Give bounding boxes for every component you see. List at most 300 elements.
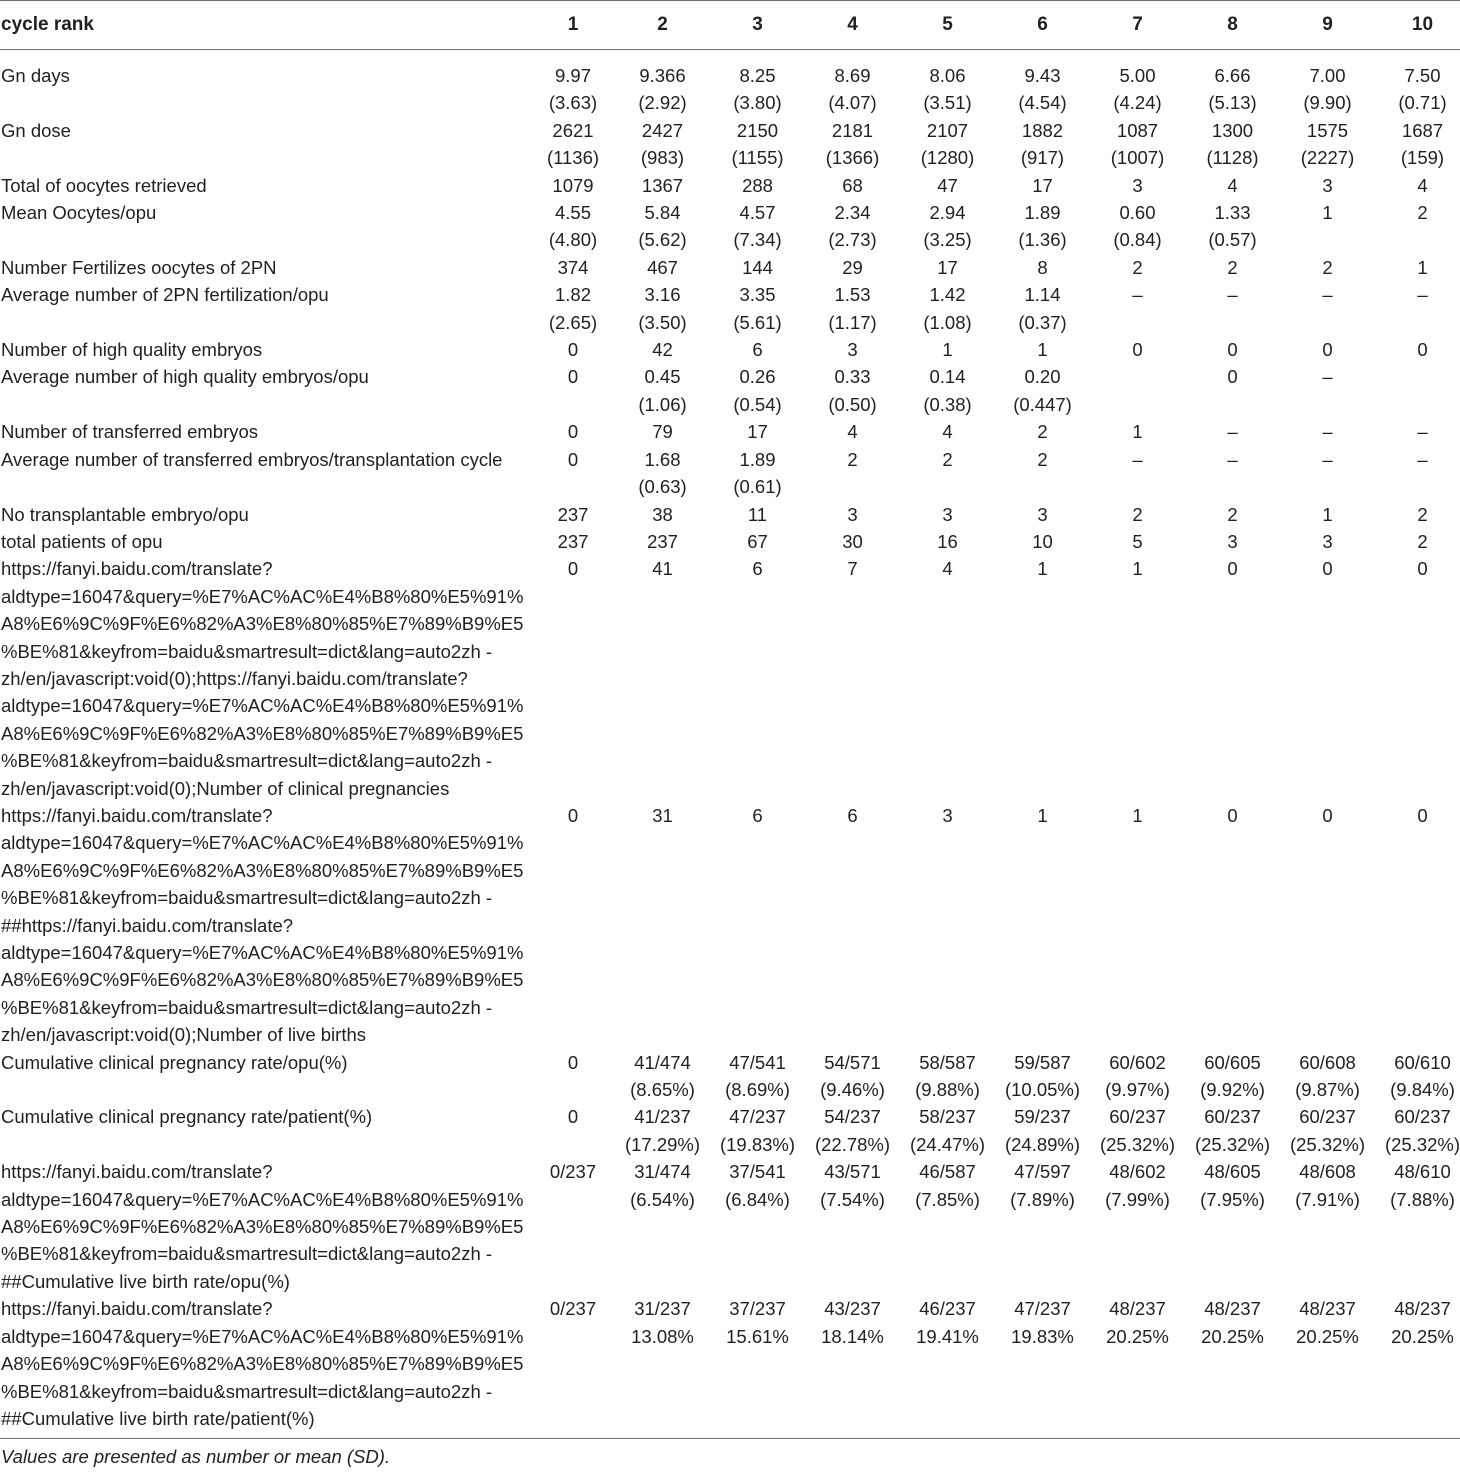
- cell-value: 0.26: [739, 366, 776, 388]
- cell-value: 9.43: [1024, 65, 1061, 86]
- value-cell: [1090, 501, 1185, 528]
- value-cell: [900, 555, 995, 802]
- value-cell: [710, 501, 805, 528]
- row-label: total patients of opu: [1, 530, 163, 552]
- cell-value: 60/237: [1394, 1106, 1451, 1128]
- cell-secondary-value: (9.97%): [1105, 1079, 1170, 1101]
- cell-secondary-value: (7.91%): [1295, 1188, 1360, 1210]
- value-cell: [1090, 50, 1185, 117]
- cell-value: 1: [1322, 202, 1333, 224]
- row-label: Gn days: [1, 65, 70, 86]
- cell-value: 0: [1322, 558, 1333, 580]
- cell-value: 48/237: [1394, 1298, 1451, 1320]
- cell-value: 60/610: [1394, 1051, 1451, 1073]
- cell-value: 467: [647, 256, 678, 278]
- value-cell: [1280, 117, 1375, 172]
- cell-value: 3: [1132, 174, 1143, 196]
- cell-value: 2: [1037, 448, 1048, 470]
- cell-value: 60/237: [1204, 1106, 1261, 1128]
- cell-value: 2: [1132, 256, 1143, 278]
- cell-value: 3: [1322, 174, 1333, 196]
- value-cell: [1090, 802, 1185, 1049]
- cell-value: 0: [1227, 366, 1238, 388]
- cell-secondary-value: 13.08%: [631, 1325, 694, 1347]
- value-cell: [900, 336, 995, 363]
- value-cell: [1090, 1295, 1185, 1439]
- value-cell: [531, 1103, 615, 1158]
- value-cell: [900, 501, 995, 528]
- cell-value: 1087: [1116, 119, 1159, 141]
- value-cell: [1280, 501, 1375, 528]
- value-cell: [995, 555, 1090, 802]
- cell-value: –: [1227, 448, 1238, 470]
- cell-value: 1.89: [739, 448, 776, 470]
- cell-secondary-value: (25.32%): [1194, 1133, 1271, 1155]
- cell-value: 3: [1322, 530, 1333, 552]
- cell-secondary-value: (9.87%): [1295, 1079, 1360, 1101]
- table-row: [0, 50, 1460, 117]
- cell-secondary-value: (1280): [920, 147, 975, 169]
- cell-value: 31/237: [634, 1298, 691, 1320]
- cell-value: 1.68: [644, 448, 681, 470]
- cell-value: 43/571: [824, 1161, 881, 1183]
- cell-secondary-value: (25.32%): [1384, 1133, 1460, 1155]
- cell-secondary-value: (917): [1020, 147, 1065, 169]
- cell-secondary-value: (2.65): [548, 311, 598, 333]
- cell-value: 1.53: [834, 284, 871, 306]
- value-cell: [900, 281, 995, 336]
- cell-secondary-value: (7.34): [733, 229, 782, 251]
- value-cell: [710, 281, 805, 336]
- cell-secondary-value: (3.80): [733, 92, 782, 114]
- cell-value: 6: [752, 558, 763, 580]
- value-cell: [531, 363, 615, 418]
- cell-secondary-value: (7.99%): [1105, 1188, 1170, 1210]
- row-label: https://fanyi.baidu.com/translate?aldtype=16047&query=%E7%AC%AC%E4%B8%80%E5%91%A8%E6%9C%9F%E6%82%A3%E8%80%85%E7%89%B9%E5%BE%81&keyfrom=baidu&smartresult=dict&lang=auto2zh - zh/en/javascript:void(0);https://fanyi.baidu.com/translate?aldtype=16047&query=%E7%AC%AC%E4%B8%80%E5%91%A8%E6%9C%9F%E6%82%A3%E8%80%85%E7%89%B9%E5%BE%81&keyfrom=baidu&smartresult=dict&lang=auto2zh - zh/en/javascript:void(0);Number of clinical pregnancies: [1, 558, 524, 799]
- table-row: [0, 199, 1460, 254]
- cell-secondary-value: (7.95%): [1200, 1188, 1265, 1210]
- cell-value: 59/237: [1014, 1106, 1071, 1128]
- value-cell: [1185, 1295, 1280, 1439]
- cell-value: 1: [1322, 503, 1333, 525]
- row-label: Number of high quality embryos: [1, 339, 263, 361]
- cell-secondary-value: (0.61): [733, 476, 782, 498]
- cell-value: 0: [567, 1051, 579, 1073]
- cell-value: 1367: [641, 174, 684, 196]
- header-cycle-10: 10: [1375, 1, 1460, 50]
- header-label-cell: cycle rank: [0, 1, 531, 50]
- value-cell: [805, 336, 900, 363]
- value-cell: [1375, 1158, 1460, 1295]
- cell-value: 0: [567, 421, 579, 443]
- value-cell: [710, 363, 805, 418]
- cell-value: 1: [1417, 256, 1428, 278]
- cell-value: 4: [1417, 174, 1428, 196]
- table-row: [0, 363, 1460, 418]
- value-cell: [805, 501, 900, 528]
- value-cell: [900, 117, 995, 172]
- value-cell: [615, 501, 710, 528]
- cell-value: 2.34: [834, 202, 871, 224]
- cell-value: 59/587: [1014, 1051, 1071, 1073]
- value-cell: [1375, 336, 1460, 363]
- value-cell: [710, 254, 805, 281]
- value-cell: [1090, 446, 1185, 501]
- cell-secondary-value: (7.88%): [1390, 1188, 1455, 1210]
- value-cell: [1090, 528, 1185, 555]
- table-row: [0, 1049, 1460, 1104]
- value-cell: [805, 555, 900, 802]
- cell-value: –: [1322, 366, 1333, 388]
- value-cell: [805, 1158, 900, 1295]
- cell-secondary-value: (22.78%): [814, 1133, 891, 1155]
- cell-value: 5: [1132, 530, 1143, 552]
- value-cell: [995, 172, 1090, 199]
- cell-value: 2: [1417, 202, 1428, 224]
- cell-value: 3.16: [644, 284, 681, 306]
- value-cell: [710, 50, 805, 117]
- cell-secondary-value: (19.83%): [719, 1133, 796, 1155]
- value-cell: [710, 199, 805, 254]
- cell-value: 8.69: [834, 65, 871, 86]
- cell-value: 144: [742, 256, 773, 278]
- cell-secondary-value: (24.47%): [909, 1133, 986, 1155]
- cell-secondary-value: (17.29%): [624, 1133, 701, 1155]
- cell-secondary-value: (9.46%): [820, 1079, 885, 1101]
- cell-value: 60/602: [1109, 1051, 1166, 1073]
- cell-value: 41/474: [634, 1051, 691, 1073]
- value-cell: [615, 802, 710, 1049]
- value-cell: [900, 802, 995, 1049]
- header-cycle-7: 7: [1090, 1, 1185, 50]
- value-cell: [1280, 528, 1375, 555]
- cell-value: 42: [652, 339, 673, 361]
- cell-secondary-value: (7.85%): [915, 1188, 980, 1210]
- cell-value: 1: [1132, 804, 1143, 826]
- cell-secondary-value: (1007): [1110, 147, 1165, 169]
- value-cell: [710, 336, 805, 363]
- cell-value: 1: [1037, 804, 1048, 826]
- value-cell: [995, 418, 1090, 445]
- value-cell: [1185, 555, 1280, 802]
- value-cell: [995, 281, 1090, 336]
- value-cell: [805, 418, 900, 445]
- value-cell: [1280, 1049, 1375, 1104]
- cell-value: 1: [942, 339, 953, 361]
- value-cell: [900, 418, 995, 445]
- cell-secondary-value: (2227): [1300, 147, 1355, 169]
- header-cycle-2: 2: [615, 1, 710, 50]
- cell-value: 2: [1132, 503, 1143, 525]
- cell-value: 31: [652, 804, 673, 826]
- value-cell: [615, 336, 710, 363]
- cell-secondary-value: (1128): [1206, 147, 1259, 169]
- table-row: [0, 1103, 1460, 1158]
- value-cell: [900, 172, 995, 199]
- cell-value: 2: [942, 448, 953, 470]
- cell-secondary-value: (0.38): [923, 393, 972, 415]
- value-cell: [710, 528, 805, 555]
- cell-secondary-value: (4.54): [1018, 92, 1067, 114]
- row-label: Average number of high quality embryos/opu: [1, 366, 369, 388]
- value-cell: [900, 528, 995, 555]
- cell-value: 47: [937, 174, 958, 196]
- cell-value: 0: [567, 1106, 579, 1128]
- value-cell: [531, 281, 615, 336]
- value-cell: [710, 802, 805, 1049]
- cell-value: 0: [1227, 339, 1238, 361]
- value-cell: [1375, 1049, 1460, 1104]
- table-row: [0, 117, 1460, 172]
- table-row: [0, 1295, 1460, 1439]
- cell-secondary-value: (8.69%): [725, 1079, 790, 1101]
- value-cell: [805, 528, 900, 555]
- value-cell: [1280, 50, 1375, 117]
- cell-value: 46/587: [919, 1161, 976, 1183]
- cell-value: 47/237: [1014, 1298, 1071, 1320]
- value-cell: [1375, 501, 1460, 528]
- cell-secondary-value: (0.54): [733, 393, 782, 415]
- cell-value: 1: [1037, 339, 1048, 361]
- value-cell: [1280, 446, 1375, 501]
- cell-value: 11: [747, 503, 768, 525]
- cell-value: 1: [1132, 421, 1143, 443]
- value-cell: [1090, 117, 1185, 172]
- cell-secondary-value: (9.84%): [1390, 1079, 1455, 1101]
- cell-secondary-value: (983): [640, 147, 685, 169]
- table-footnote: Values are presented as number or mean (SD).: [0, 1439, 1460, 1471]
- cell-value: 0: [1417, 804, 1428, 826]
- value-cell: [900, 1158, 995, 1295]
- cell-value: 47/237: [729, 1106, 786, 1128]
- cell-secondary-value: 20.25%: [1296, 1325, 1359, 1347]
- table-row: [0, 418, 1460, 445]
- cell-value: 9.97: [554, 65, 591, 86]
- cell-value: 4: [1227, 174, 1238, 196]
- value-cell: [805, 254, 900, 281]
- value-cell: [710, 418, 805, 445]
- cell-value: 4: [942, 421, 953, 443]
- row-label: https://fanyi.baidu.com/translate?aldtype=16047&query=%E7%AC%AC%E4%B8%80%E5%91%A8%E6%9C%9F%E6%82%A3%E8%80%85%E7%89%B9%E5%BE%81&keyfrom=baidu&smartresult=dict&lang=auto2zh - ##Cumulative live birth rate/patient(%): [1, 1298, 524, 1429]
- cell-value: 1.33: [1214, 202, 1251, 224]
- cell-value: 0.14: [929, 366, 966, 388]
- cell-value: 41: [652, 558, 673, 580]
- cell-value: 17: [1032, 174, 1053, 196]
- value-cell: [1375, 50, 1460, 117]
- cell-value: 237: [557, 503, 589, 525]
- value-cell: [995, 336, 1090, 363]
- cell-value: 2181: [831, 119, 874, 141]
- value-cell: [995, 501, 1090, 528]
- table-row: [0, 254, 1460, 281]
- cell-secondary-value: (25.32%): [1099, 1133, 1176, 1155]
- cell-value: 6: [847, 804, 858, 826]
- cell-value: 1079: [552, 174, 594, 196]
- table-header: [0, 1, 1460, 50]
- cell-value: 0/237: [549, 1298, 597, 1320]
- cell-value: 0: [567, 339, 579, 361]
- cell-value: 3.35: [739, 284, 776, 306]
- cell-value: 7.00: [1309, 65, 1346, 86]
- value-cell: [615, 1295, 710, 1439]
- value-cell: [900, 363, 995, 418]
- value-cell: [615, 1158, 710, 1295]
- cell-value: 3: [847, 503, 858, 525]
- cell-secondary-value: (1366): [825, 147, 880, 169]
- value-cell: [900, 1295, 995, 1439]
- value-cell: [805, 1049, 900, 1104]
- cell-secondary-value: (3.63): [548, 92, 598, 114]
- value-cell: [615, 254, 710, 281]
- cell-value: 0.20: [1024, 366, 1061, 388]
- value-cell: [615, 50, 710, 117]
- value-cell: [805, 117, 900, 172]
- table-row: [0, 281, 1460, 336]
- value-cell: [531, 1295, 615, 1439]
- value-cell: [1185, 363, 1280, 418]
- table-row: [0, 802, 1460, 1049]
- value-cell: [1375, 418, 1460, 445]
- cell-value: 58/237: [919, 1106, 976, 1128]
- cell-value: 58/587: [919, 1051, 976, 1073]
- value-cell: [900, 199, 995, 254]
- cell-secondary-value: (25.32%): [1289, 1133, 1366, 1155]
- value-cell: [1375, 199, 1460, 254]
- value-cell: [615, 363, 710, 418]
- value-cell: [1090, 1158, 1185, 1295]
- value-cell: [805, 281, 900, 336]
- cell-value: –: [1322, 421, 1333, 443]
- value-cell: [1375, 555, 1460, 802]
- cell-value: 1.14: [1024, 284, 1061, 306]
- value-cell: [1185, 336, 1280, 363]
- cell-value: 48/608: [1299, 1161, 1356, 1183]
- value-cell: [1375, 117, 1460, 172]
- table-row: [0, 501, 1460, 528]
- cell-secondary-value: (159): [1400, 147, 1445, 169]
- cell-value: 6: [752, 804, 763, 826]
- cell-secondary-value: (24.89%): [1004, 1133, 1081, 1155]
- value-cell: [1090, 172, 1185, 199]
- header-cycle-8: 8: [1185, 1, 1280, 50]
- value-cell: [531, 199, 615, 254]
- cell-secondary-value: (4.07): [828, 92, 877, 114]
- cell-value: 2: [1227, 503, 1238, 525]
- cell-value: 0: [1322, 339, 1333, 361]
- cell-value: 6: [752, 339, 763, 361]
- cell-secondary-value: (9.92%): [1200, 1079, 1265, 1101]
- table-row: [0, 336, 1460, 363]
- cell-value: 7: [847, 558, 858, 580]
- value-cell: [805, 172, 900, 199]
- row-label: Average number of transferred embryos/transplantation cycle: [1, 448, 503, 470]
- row-label: https://fanyi.baidu.com/translate?aldtype=16047&query=%E7%AC%AC%E4%B8%80%E5%91%A8%E6%9C%9F%E6%82%A3%E8%80%85%E7%89%B9%E5%BE%81&keyfrom=baidu&smartresult=dict&lang=auto2zh - ##https://fanyi.baidu.com/translate?aldtype=16047&query=%E7%AC%AC%E4%B8%80%E5%91%A8%E6%9C%9F%E6%82%A3%E8%80%85%E7%89%B9%E5%BE%81&keyfrom=baidu&smartresult=dict&lang=auto2zh - zh/en/javascript:void(0);Number of live births: [1, 804, 524, 1046]
- cell-value: 0: [567, 366, 579, 388]
- cell-value: –: [1227, 421, 1238, 443]
- value-cell: [805, 1295, 900, 1439]
- header-row: [0, 1, 1460, 50]
- header-cycle-9: 9: [1280, 1, 1375, 50]
- value-cell: [1090, 199, 1185, 254]
- value-cell: [1280, 555, 1375, 802]
- cell-secondary-value: (0.50): [828, 393, 877, 415]
- value-cell: [1185, 50, 1280, 117]
- cell-value: 48/610: [1394, 1161, 1451, 1183]
- cell-value: 54/237: [824, 1106, 881, 1128]
- value-cell: [531, 802, 615, 1049]
- cell-value: –: [1227, 284, 1238, 306]
- value-cell: [1185, 117, 1280, 172]
- value-cell: [900, 50, 995, 117]
- row-label: Cumulative clinical pregnancy rate/patient(%): [1, 1106, 373, 1128]
- header-cycle-1: 1: [531, 1, 615, 50]
- value-cell: [1090, 1049, 1185, 1104]
- cell-value: –: [1417, 284, 1428, 306]
- cell-value: 9.366: [639, 65, 686, 86]
- value-cell: [1280, 363, 1375, 418]
- cell-value: 0: [1417, 339, 1428, 361]
- cell-secondary-value: 18.14%: [821, 1325, 884, 1347]
- cell-value: 3: [1227, 530, 1238, 552]
- value-cell: [531, 555, 615, 802]
- cell-value: –: [1417, 448, 1428, 470]
- cell-value: 43/237: [824, 1298, 881, 1320]
- header-cycle-6: 6: [995, 1, 1090, 50]
- value-cell: [1280, 418, 1375, 445]
- cell-value: 29: [842, 256, 863, 278]
- cell-value: 48/237: [1109, 1298, 1166, 1320]
- cell-value: 5.00: [1119, 65, 1156, 86]
- cell-value: 3: [942, 503, 953, 525]
- cell-value: 1687: [1401, 119, 1444, 141]
- cell-value: 2150: [736, 119, 779, 141]
- value-cell: [615, 199, 710, 254]
- value-cell: [1185, 418, 1280, 445]
- value-cell: [995, 363, 1090, 418]
- cell-secondary-value: (4.80): [548, 229, 598, 251]
- cell-value: 48/237: [1299, 1298, 1356, 1320]
- cell-value: 1.82: [554, 284, 591, 306]
- value-cell: [900, 446, 995, 501]
- value-cell: [1375, 363, 1460, 418]
- row-label: No transplantable embryo/opu: [1, 503, 249, 525]
- table-row: [0, 1158, 1460, 1295]
- cell-value: –: [1132, 448, 1143, 470]
- cell-value: 2: [1417, 530, 1428, 552]
- cell-value: 0: [1132, 339, 1143, 361]
- value-cell: [615, 1049, 710, 1104]
- value-cell: [1280, 281, 1375, 336]
- value-cell: [710, 555, 805, 802]
- value-cell: [805, 363, 900, 418]
- value-cell: [1090, 363, 1185, 418]
- cell-secondary-value: (1.36): [1018, 229, 1067, 251]
- value-cell: [531, 501, 615, 528]
- cell-value: 3: [847, 339, 858, 361]
- table-row: [0, 446, 1460, 501]
- cell-value: 37/541: [729, 1161, 786, 1183]
- cell-secondary-value: (1155): [731, 147, 784, 169]
- cell-value: –: [1322, 284, 1333, 306]
- value-cell: [615, 418, 710, 445]
- cell-value: 67: [747, 530, 768, 552]
- cell-secondary-value: (7.89%): [1010, 1188, 1075, 1210]
- row-label: Number Fertilizes oocytes of 2PN: [1, 256, 277, 278]
- cell-secondary-value: (4.24): [1113, 92, 1162, 114]
- cell-value: 79: [652, 421, 673, 443]
- value-cell: [531, 254, 615, 281]
- cell-value: 0: [1417, 558, 1428, 580]
